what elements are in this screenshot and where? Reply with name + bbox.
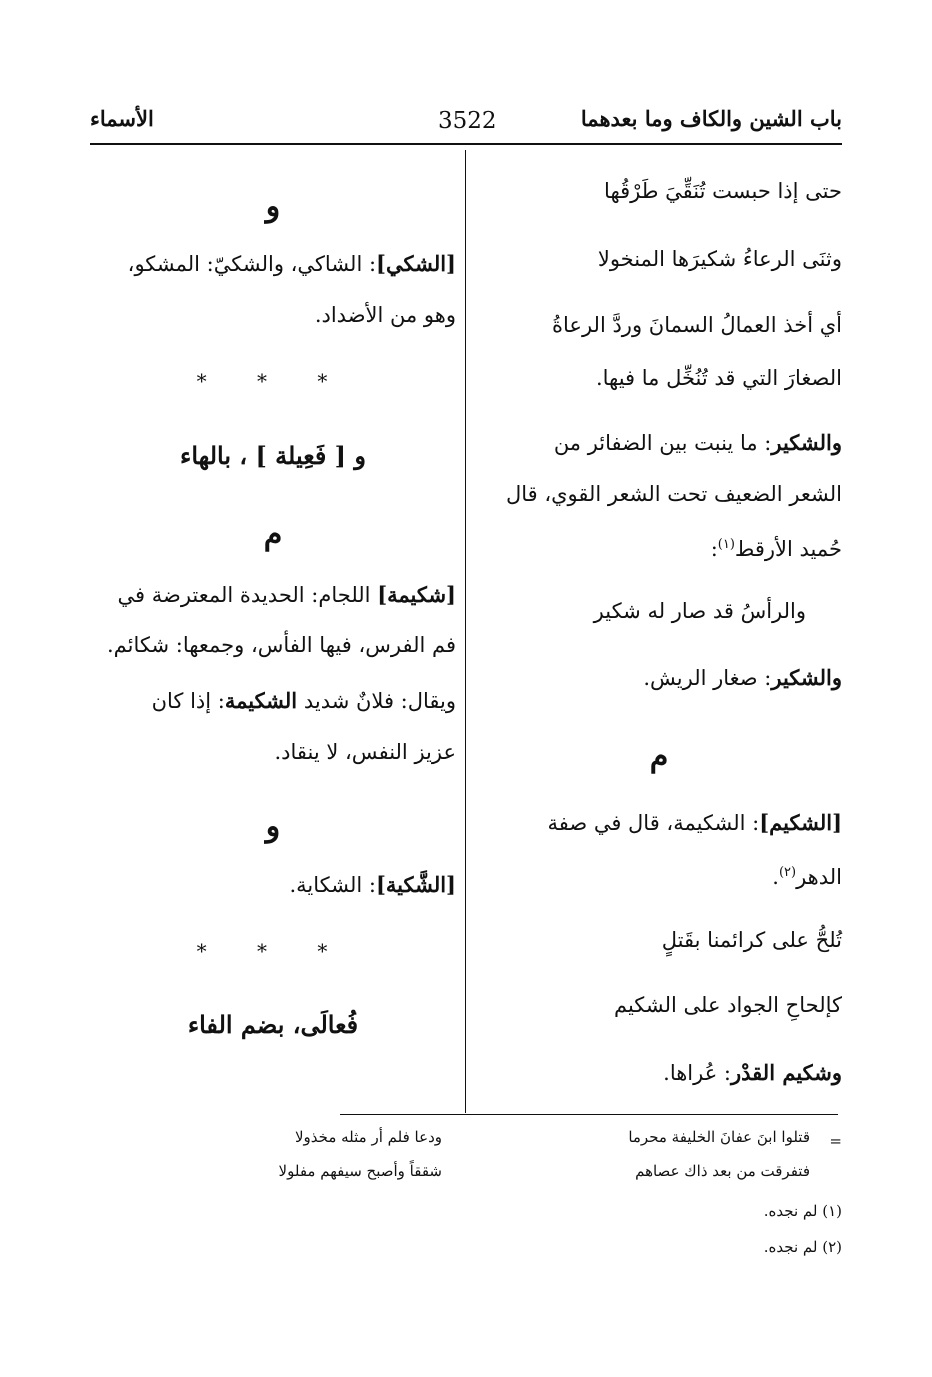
footnote-verse: ودعا فلم أر مثله مخذولا — [294, 1128, 442, 1146]
footnote-verse: فتفرقت من بعد ذاك عصاهم — [635, 1162, 810, 1180]
text-line: [الشَّكية]: الشكاية. — [289, 872, 456, 897]
text-line: حُميد الأرقط$^{(١)}$: — [710, 537, 842, 561]
section-separator: * * * — [196, 369, 350, 393]
keyword: وشكيم القدْر — [731, 1060, 842, 1085]
footnote-verse: قتلوا ابنَ عفانَ الخليفة محرما — [628, 1128, 810, 1146]
section-separator: * * * — [196, 939, 350, 963]
header-rule — [90, 143, 842, 145]
footnote-verse: شققاً وأصبح سيفهم مفلولا — [278, 1162, 442, 1180]
keyword: [شكيمة] — [377, 582, 456, 607]
text-line: أي أخذ العمالُ السمانَ وردَّ الرعاةُ — [552, 313, 842, 337]
text-line: [الشكي]: الشاكي، والشكيّ: المشكو، — [127, 251, 456, 276]
verse-line: وثنَى الرعاءُ شكيرَها المنخولا — [597, 247, 842, 271]
keyword: والشكير — [771, 430, 842, 455]
keyword: الشكيمة — [224, 688, 298, 713]
text-line: [شكيمة] اللجام: الحديدة المعترضة في — [117, 582, 456, 607]
footnote-ref: (٢) — [778, 865, 797, 880]
running-head-right: باب الشين والكاف وما بعدهما — [580, 106, 842, 131]
keyword: [الشكي] — [376, 251, 456, 276]
column-divider — [465, 150, 466, 1113]
text-line: الشعر الضعيف تحت الشعر القوي، قال — [505, 482, 842, 506]
section-letter: م — [649, 739, 669, 774]
text-line: والشكير: ما ينبت بين الضفائر من — [553, 430, 842, 455]
page-number: 3522 — [438, 108, 497, 134]
text-line: الدهر$^{(٢)}$. — [772, 865, 842, 889]
verse-line: كإلحاحِ الجواد على الشكيم — [613, 993, 842, 1017]
keyword: [الشكيم] — [759, 810, 842, 835]
text-line: والشكير: صغار الريش. — [643, 665, 842, 690]
section-letter: و — [265, 809, 281, 844]
footnote-ref: (١) — [717, 537, 735, 552]
text-line: وهو من الأضداد. — [314, 303, 456, 327]
keyword: والشكير — [771, 665, 842, 690]
section-heading: و [ فَعِيلة ] ، بالهاء — [180, 441, 366, 470]
section-letter: م — [263, 517, 283, 552]
section-letter: و — [265, 189, 281, 224]
section-heading: فُعالَى، بضم الفاء — [187, 1010, 359, 1039]
verse-line: حتى إذا حبست تُنَقِّيَ طَرْقُها — [604, 179, 842, 203]
text-line: [الشكيم]: الشكيمة، قال في صفة — [547, 810, 842, 835]
verse-line: تُلحُّ على كرائمنا بقَتلٍ — [661, 928, 842, 952]
text-line: وشكيم القدْر: عُراها. — [663, 1060, 842, 1085]
keyword: [الشَّكية] — [375, 872, 456, 897]
footnote: (٢) لم نجده. — [763, 1238, 842, 1256]
footnote: (١) لم نجده. — [763, 1202, 842, 1220]
verse-line: والرأسُ قد صار له شكير — [593, 599, 806, 623]
footnote-rule — [340, 1114, 838, 1115]
running-head-left: الأسماء — [90, 106, 154, 131]
text-line: فم الفرس، فيها الفأس، وجمعها: شكائم. — [106, 633, 456, 657]
continuation-mark: = — [829, 1132, 842, 1150]
text-line: الصغارَ التي قد تُنُخِّل ما فيها. — [595, 366, 842, 390]
text-line: عزيز النفس، لا ينقاد. — [274, 740, 456, 764]
text-line: ويقال: فلانٌ شديد الشكيمة: إذا كان — [151, 688, 456, 713]
